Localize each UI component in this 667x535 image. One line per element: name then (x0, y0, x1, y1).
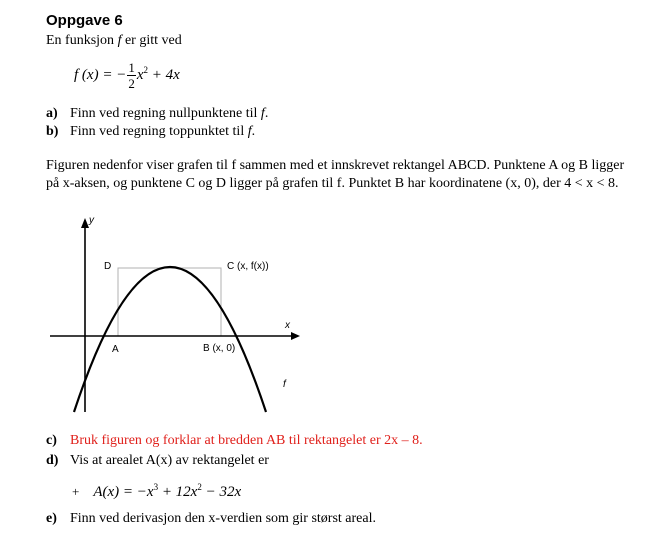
function-lhs: f (x) = − (74, 66, 127, 83)
paragraph-line-2: på x-aksen, og punktene C og D ligger på grafen til f. Punktet B har koordinatene (x, 0), der 4 < x < 8. (46, 176, 619, 191)
item-c-label: c) (46, 433, 57, 448)
formula-mid: + 12x (158, 484, 198, 500)
y-axis-label: y (89, 215, 94, 226)
point-a-label: A (112, 344, 119, 355)
item-a-var: f (260, 106, 265, 121)
item-d-text: Vis at arealet A(x) av rektangelet er (70, 453, 269, 468)
intro-post: er gitt ved (121, 33, 182, 48)
item-b-text: Finn ved regning toppunktet til (70, 124, 248, 139)
formula-bullet: + (72, 484, 80, 499)
point-c-label: C (x, f(x)) (227, 261, 269, 272)
point-d-label: D (104, 261, 112, 272)
item-c (46, 433, 423, 449)
fraction-denominator: 2 (128, 76, 135, 91)
x-axis-arrow (291, 332, 300, 340)
point-b-label: B (x, 0) (203, 343, 236, 354)
item-e-label: e) (46, 511, 57, 526)
intro-var: f (117, 33, 122, 48)
x-axis-label: x (285, 320, 290, 331)
item-a-label: a) (46, 106, 58, 121)
function-exponent: 2 (143, 64, 148, 75)
formula-exp-2: 2 (197, 482, 202, 492)
item-a-text: Finn ved regning nullpunktene til (70, 106, 261, 121)
item-b-end: . (251, 124, 256, 139)
function-rest: + 4x (147, 66, 180, 83)
formula-exp-1: 3 (153, 482, 159, 492)
parabola-curve (74, 267, 266, 412)
item-b-label: b) (46, 124, 59, 139)
paragraph-line-1: Figuren nedenfor viser grafen til f sammen med et innskrevet rektangel ABCD. Punktene A og B ligger (46, 158, 625, 173)
formula-rest: − 32x (201, 484, 242, 500)
formula-lhs: A(x) = −x (93, 484, 154, 500)
area-formula (72, 482, 241, 501)
intro-pre: En funksjon (46, 33, 118, 48)
item-a-end: . (264, 106, 269, 121)
item-e-text: Finn ved derivasjon den x-verdien som gir størst areal. (70, 511, 376, 526)
task-title: Oppgave 6 (46, 12, 123, 29)
item-e (46, 511, 376, 527)
curve-f-label: f (283, 379, 286, 390)
item-d (46, 453, 269, 469)
fraction-numerator: 1 (128, 60, 135, 75)
item-c-text: Bruk figuren og forklar at bredden AB til rektangelet er 2x – 8. (70, 433, 423, 448)
y-axis-arrow (81, 218, 89, 228)
function-x: x (136, 66, 144, 83)
item-b-var: f (247, 124, 252, 139)
rectangle-abcd (118, 268, 221, 336)
item-d-label: d) (46, 453, 59, 468)
